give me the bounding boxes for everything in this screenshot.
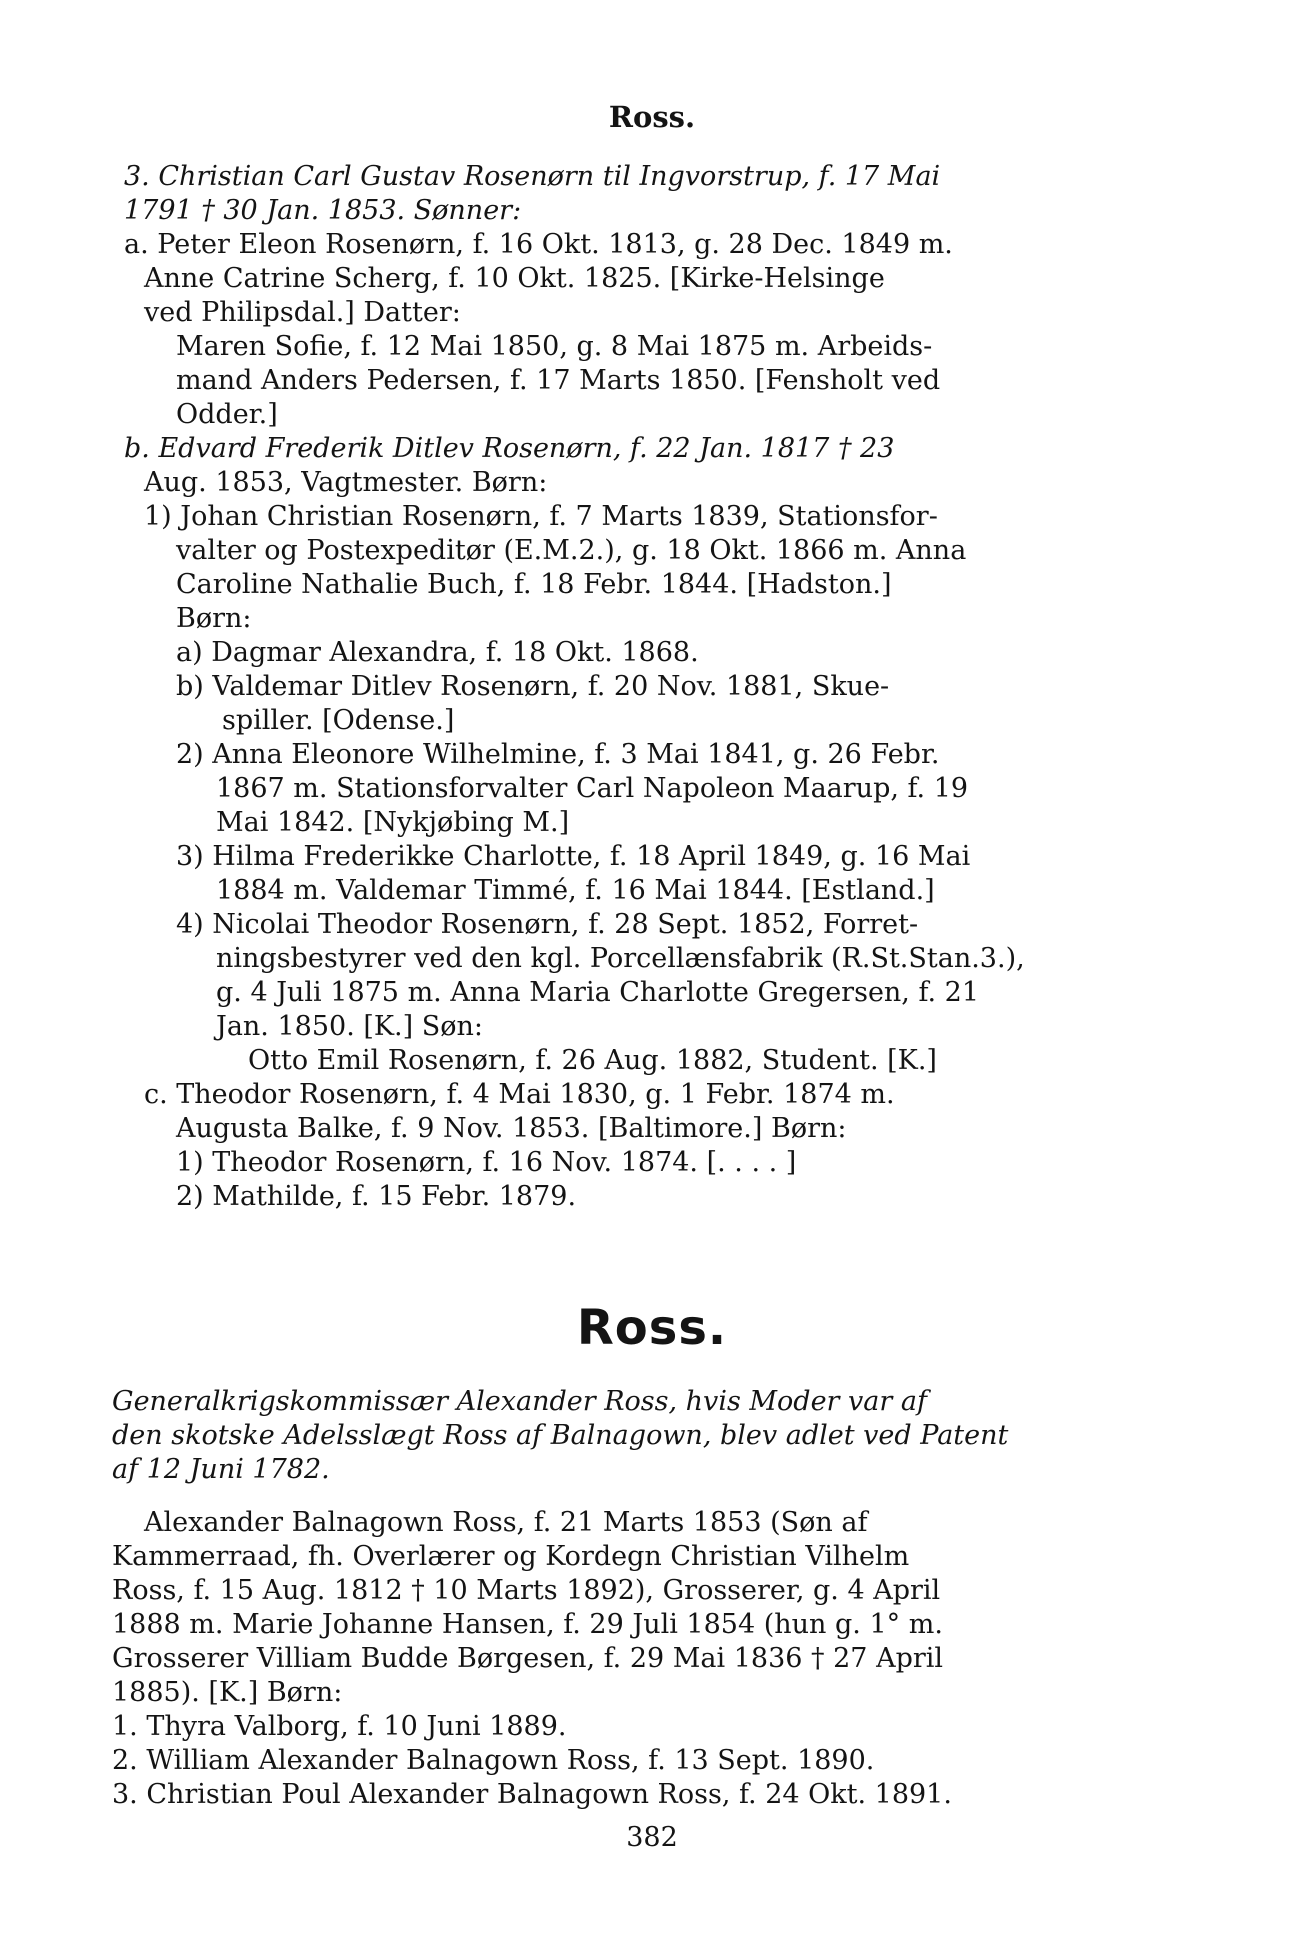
entry-line: 3. Christian Carl Gustav Rosenørn til Ingvorstrup, f. 17 Mai [124, 161, 941, 192]
section-body-line: 3. Christian Poul Alexander Balnagown Ross, f. 24 Okt. 1891. [112, 1779, 952, 1810]
entry-line: 1) Theodor Rosenørn, f. 16 Nov. 1874. [. . . . ] [176, 1147, 797, 1178]
entry-line: Otto Emil Rosenørn, f. 26 Aug. 1882, Student. [K.] [248, 1045, 937, 1076]
section-body-line: Grosserer Villiam Budde Børgesen, f. 29 Mai 1836 † 27 April [112, 1643, 944, 1674]
entry-line: g. 4 Juli 1875 m. Anna Maria Charlotte Gregersen, f. 21 [216, 977, 980, 1008]
section-body-line: Ross, f. 15 Aug. 1812 † 10 Marts 1892), Grosserer, g. 4 April [112, 1575, 941, 1606]
entry-line: Odder.] [176, 399, 278, 430]
entry-line: 1884 m. Valdemar Timmé, f. 16 Mai 1844. [Estland.] [216, 875, 935, 906]
entry-line: Aug. 1853, Vagtmester. Børn: [144, 467, 548, 498]
entry-line: a. Peter Eleon Rosenørn, f. 16 Okt. 1813, g. 28 Dec. 1849 m. [124, 229, 953, 260]
entry-line: b. Edvard Frederik Ditlev Rosenørn, f. 22 Jan. 1817 † 23 [124, 433, 895, 464]
entry-line: Maren Sofie, f. 12 Mai 1850, g. 8 Mai 1875 m. Arbeids- [176, 331, 933, 362]
section-body-line: Alexander Balnagown Ross, f. 21 Marts 1853 (Søn af [144, 1507, 868, 1538]
section-intro-line: af 12 Juni 1782. [112, 1454, 330, 1485]
entry-line: c. Theodor Rosenørn, f. 4 Mai 1830, g. 1 Febr. 1874 m. [144, 1079, 895, 1110]
entry-line: 2) Mathilde, f. 15 Febr. 1879. [176, 1181, 577, 1212]
entry-line: Anne Catrine Scherg, f. 10 Okt. 1825. [Kirke-Helsinge [144, 263, 885, 294]
entry-line: 1867 m. Stationsforvalter Carl Napoleon Maarup, f. 19 [216, 773, 969, 804]
entry-line: 1) Johan Christian Rosenørn, f. 7 Marts 1839, Stationsfor- [144, 501, 938, 532]
section-body-line: 1885). [K.] Børn: [112, 1677, 343, 1708]
entry-line: a) Dagmar Alexandra, f. 18 Okt. 1868. [176, 637, 699, 668]
entry-line: Caroline Nathalie Buch, f. 18 Febr. 1844. [Hadston.] [176, 569, 892, 600]
entry-line: Mai 1842. [Nykjøbing M.] [216, 807, 570, 838]
entry-line: b) Valdemar Ditlev Rosenørn, f. 20 Nov. 1881, Skue- [176, 671, 890, 702]
entry-line: 3) Hilma Frederikke Charlotte, f. 18 April 1849, g. 16 Mai [176, 841, 971, 872]
section-body-line: 1888 m. Marie Johanne Hansen, f. 29 Juli 1854 (hun g. 1° m. [112, 1609, 943, 1640]
section-intro-line: den skotske Adelsslægt Ross af Balnagown, blev adlet ved Patent [112, 1420, 1009, 1451]
entry-line: 1791 † 30 Jan. 1853. Sønner: [124, 195, 522, 226]
entry-line: 4) Nicolai Theodor Rosenørn, f. 28 Sept. 1852, Forret- [176, 909, 919, 940]
entry-line: spiller. [Odense.] [222, 705, 455, 736]
entry-line: valter og Postexpeditør (E.M.2.), g. 18 Okt. 1866 m. Anna [176, 535, 967, 566]
entry-line: mand Anders Pedersen, f. 17 Marts 1850. [Fensholt ved [176, 365, 941, 396]
running-head: Ross. [608, 100, 696, 134]
section-intro-line: Generalkrigskommissær Alexander Ross, hvis Moder var af [112, 1386, 927, 1417]
section-body-line: 1. Thyra Valborg, f. 10 Juni 1889. [112, 1711, 567, 1742]
section-body-line: Kammerraad, fh. Overlærer og Kordegn Christian Vilhelm [112, 1541, 910, 1572]
section-body-line: 2. William Alexander Balnagown Ross, f. 13 Sept. 1890. [112, 1745, 875, 1776]
entry-line: ningsbestyrer ved den kgl. Porcellænsfabrik (R.St.Stan.3.), [216, 943, 1025, 974]
entry-line: ved Philipsdal.] Datter: [144, 297, 461, 328]
section-title: Ross. [576, 1300, 728, 1356]
entry-line: 2) Anna Eleonore Wilhelmine, f. 3 Mai 1841, g. 26 Febr. [176, 739, 940, 770]
entry-line: Augusta Balke, f. 9 Nov. 1853. [Baltimore.] Børn: [176, 1113, 847, 1144]
page-number: 382 [626, 1822, 678, 1853]
entry-line: Jan. 1850. [K.] Søn: [216, 1011, 483, 1042]
entry-line: Børn: [176, 603, 252, 634]
